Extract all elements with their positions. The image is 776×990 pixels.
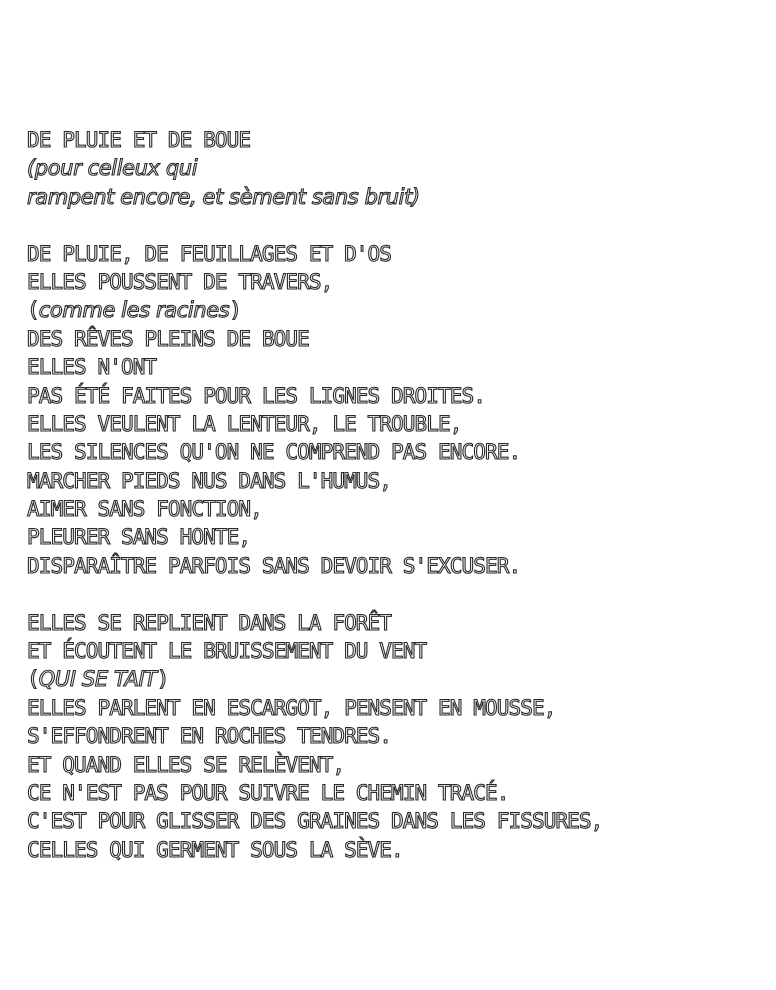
poem-text-block	[27, 126, 767, 864]
poem-title: DE PLUIE ET DE BOUE	[27, 128, 251, 152]
paren-close: )	[229, 298, 242, 323]
stanza1-line-3	[27, 296, 767, 324]
stanza1-line-11: PLEURER SANS HONTE,	[27, 525, 251, 550]
paren-open: (	[27, 667, 39, 692]
stanza2-line-6: ET QUAND ELLES SE RELÈVENT,	[27, 752, 345, 777]
stanza1-line-2: ELLES POUSSENT DE TRAVERS,	[27, 269, 333, 294]
dedication-line-2: rampent encore, et sèment sans bruit)	[27, 184, 420, 209]
stanza2-line-2: ET ÉCOUTENT LE BRUISSEMENT DU VENT	[27, 639, 427, 664]
paren-close: )	[156, 667, 169, 692]
stanza2-line-5: S'EFFONDRENT EN ROCHES TENDRES.	[27, 724, 392, 749]
paren-open: (	[27, 298, 39, 323]
stanza2-line-7: CE N'EST PAS POUR SUIVRE LE CHEMIN TRACÉ.	[27, 780, 509, 805]
stanza1-line-10: AIMER SANS FONCTION,	[27, 497, 262, 522]
stanza1-line-4: DES RÊVES PLEINS DE BOUE	[27, 326, 309, 351]
stanza2-line-8: C'EST POUR GLISSER DES GRAINES DANS LES FISSURES,	[27, 809, 603, 834]
stanza2-line-4: ELLES PARLENT EN ESCARGOT, PENSENT EN MOUSSE,	[27, 695, 556, 720]
stanza-break	[27, 580, 767, 608]
dedication-line-1: (pour celleux qui	[27, 156, 198, 181]
stanza1-line-1: DE PLUIE, DE FEUILLAGES ET D'OS	[27, 241, 392, 266]
stanza2-line-3	[27, 665, 767, 693]
stanza1-line-3-italic: comme les racines	[38, 298, 230, 323]
stanza1-line-12: DISPARAÎTRE PARFOIS SANS DEVOIR S'EXCUSER.	[27, 553, 521, 578]
stanza1-line-9: MARCHER PIEDS NUS DANS L'HUMUS,	[27, 468, 392, 493]
stanza1-line-6: PAS ÉTÉ FAITES POUR LES LIGNES DROITES.	[27, 383, 485, 408]
stanza1-line-8: LES SILENCES QU'ON NE COMPREND PAS ENCORE.	[27, 440, 521, 465]
stanza2-line-9: CELLES QUI GERMENT SOUS LA SÈVE.	[27, 837, 403, 862]
stanza2-line-3-italic: QUI SE TAIT	[38, 667, 157, 692]
stanza1-line-5: ELLES N'ONT	[27, 355, 157, 380]
stanza-break	[27, 211, 767, 239]
stanza2-line-1: ELLES SE REPLIENT DANS LA FORÊT	[27, 610, 392, 635]
stanza1-line-7: ELLES VEULENT LA LENTEUR, LE TROUBLE,	[27, 411, 462, 436]
